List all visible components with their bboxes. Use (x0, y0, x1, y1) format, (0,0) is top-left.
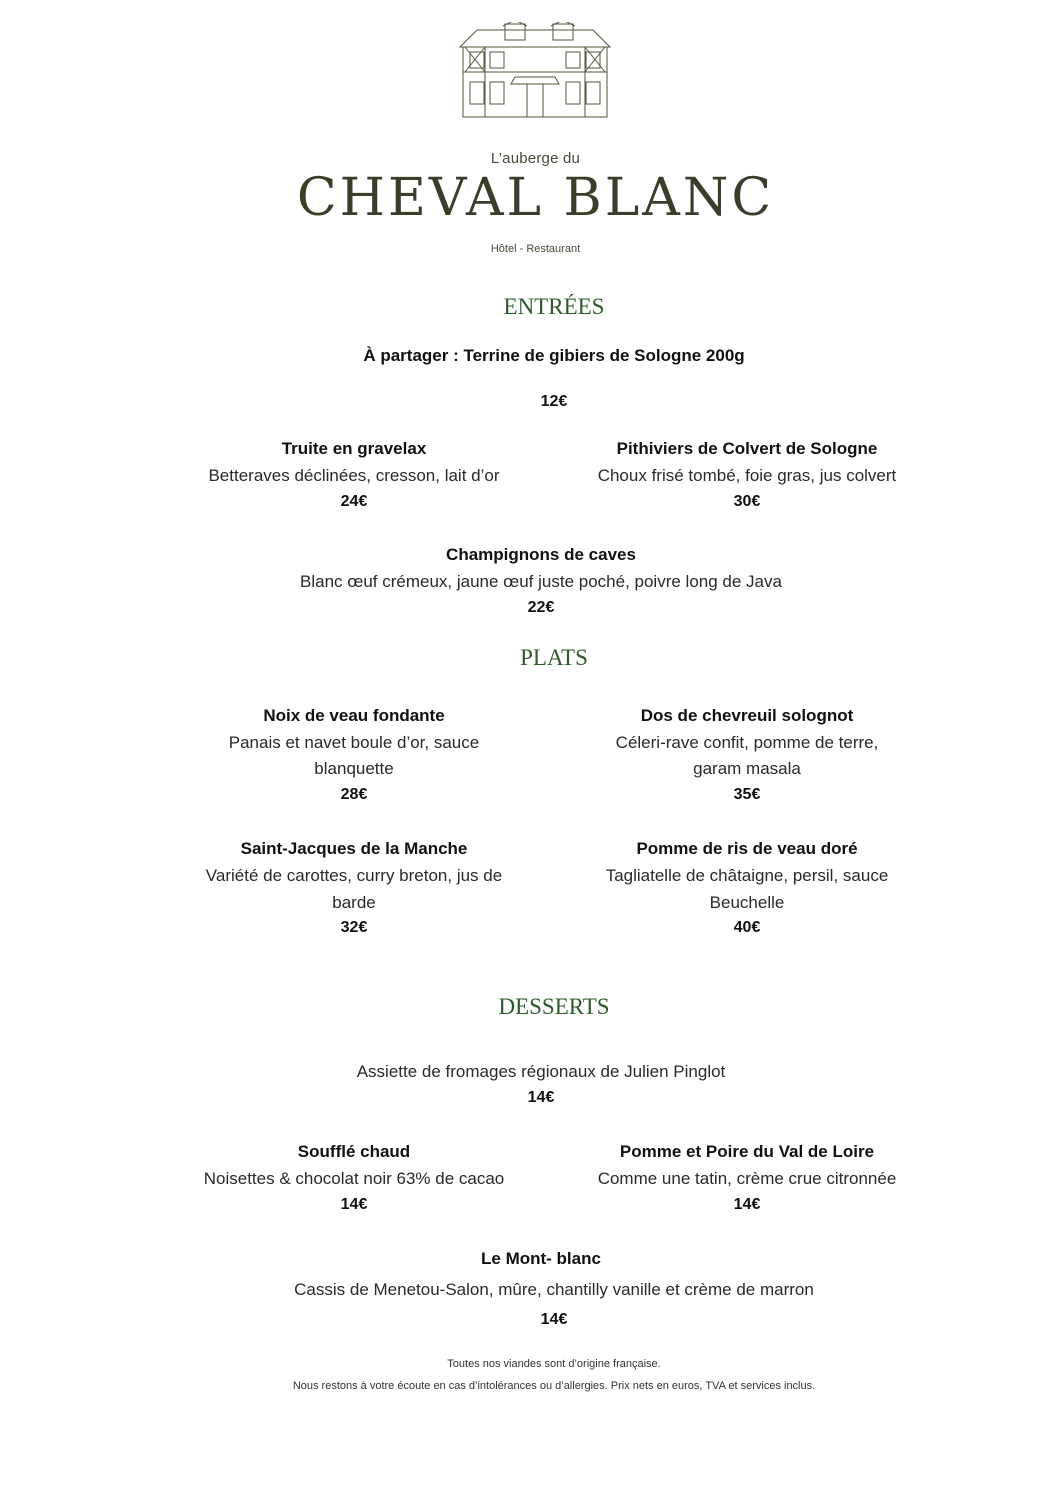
dessert-price: 14€ (733, 1196, 761, 1213)
entree-desc: Choux frisé tombé, foie gras, jus colvert (597, 466, 897, 485)
dessert-title: Pomme et Poire du Val de Loire (619, 1142, 875, 1161)
inn-building-icon (455, 22, 615, 122)
share-title: À partager : Terrine de gibiers de Sologne 200g (363, 346, 745, 365)
plat-desc: garam masala (693, 759, 801, 778)
plat-desc: Céleri-rave confit, pomme de terre, (615, 733, 879, 752)
brand-name: CHEVAL BLANC (296, 168, 775, 228)
plat-desc: barde (332, 893, 376, 912)
plat-title: Pomme de ris de veau doré (636, 839, 858, 858)
dessert-price: 14€ (340, 1196, 368, 1213)
plat-price: 28€ (340, 786, 368, 803)
plat-title: Noix de veau fondante (263, 706, 445, 725)
dessert-desc: Comme une tatin, crème crue citronnée (597, 1169, 897, 1188)
cheese-desc: Assiette de fromages régionaux de Julien Pinglot (356, 1062, 726, 1081)
cheese-price: 14€ (527, 1089, 555, 1106)
plat-price: 35€ (733, 786, 761, 803)
plat-desc: Tagliatelle de châtaigne, persil, sauce (605, 866, 889, 885)
entree-price: 22€ (527, 599, 555, 616)
dessert-desc: Noisettes & chocolat noir 63% de cacao (203, 1169, 505, 1188)
plat-desc: blanquette (314, 759, 394, 778)
plat-title: Dos de chevreuil solognot (640, 706, 854, 725)
entree-desc: Betteraves déclinées, cresson, lait d’or (208, 466, 500, 485)
entree-title: Truite en gravelax (281, 439, 427, 458)
plat-price: 32€ (340, 919, 368, 936)
entree-price: 30€ (733, 493, 761, 510)
brand-subtitle: L’auberge du (490, 150, 581, 167)
plat-title: Saint-Jacques de la Manche (240, 839, 468, 858)
footer-origin-note: Toutes nos viandes sont d’origine française. (447, 1358, 661, 1370)
brand-tagline: Hôtel - Restaurant (490, 243, 581, 255)
entree-title: Pithiviers de Colvert de Sologne (616, 439, 878, 458)
entree-price: 24€ (340, 493, 368, 510)
entree-title: Champignons de caves (446, 545, 636, 564)
dessert-price: 14€ (540, 1311, 568, 1328)
entree-desc: Blanc œuf crémeux, jaune œuf juste poché, poivre long de Java (300, 572, 782, 591)
plat-price: 40€ (733, 919, 761, 936)
plat-desc: Variété de carottes, curry breton, jus de (205, 866, 503, 885)
plat-desc: Beuchelle (709, 893, 785, 912)
dessert-title: Le Mont- blanc (481, 1249, 601, 1268)
section-title-entrees: ENTRÉES (503, 294, 605, 319)
section-title-plats: PLATS (520, 645, 588, 670)
share-price: 12€ (540, 393, 568, 410)
dessert-desc: Cassis de Menetou-Salon, mûre, chantilly vanille et crème de marron (294, 1280, 814, 1299)
dessert-title: Soufflé chaud (297, 1142, 411, 1161)
section-title-desserts: DESSERTS (498, 994, 610, 1019)
plat-desc: Panais et navet boule d’or, sauce (228, 733, 480, 752)
footer-allergy-note: Nous restons à votre écoute en cas d’intolérances ou d’allergies. Prix nets en euros, TVA et services inclus. (292, 1380, 816, 1392)
